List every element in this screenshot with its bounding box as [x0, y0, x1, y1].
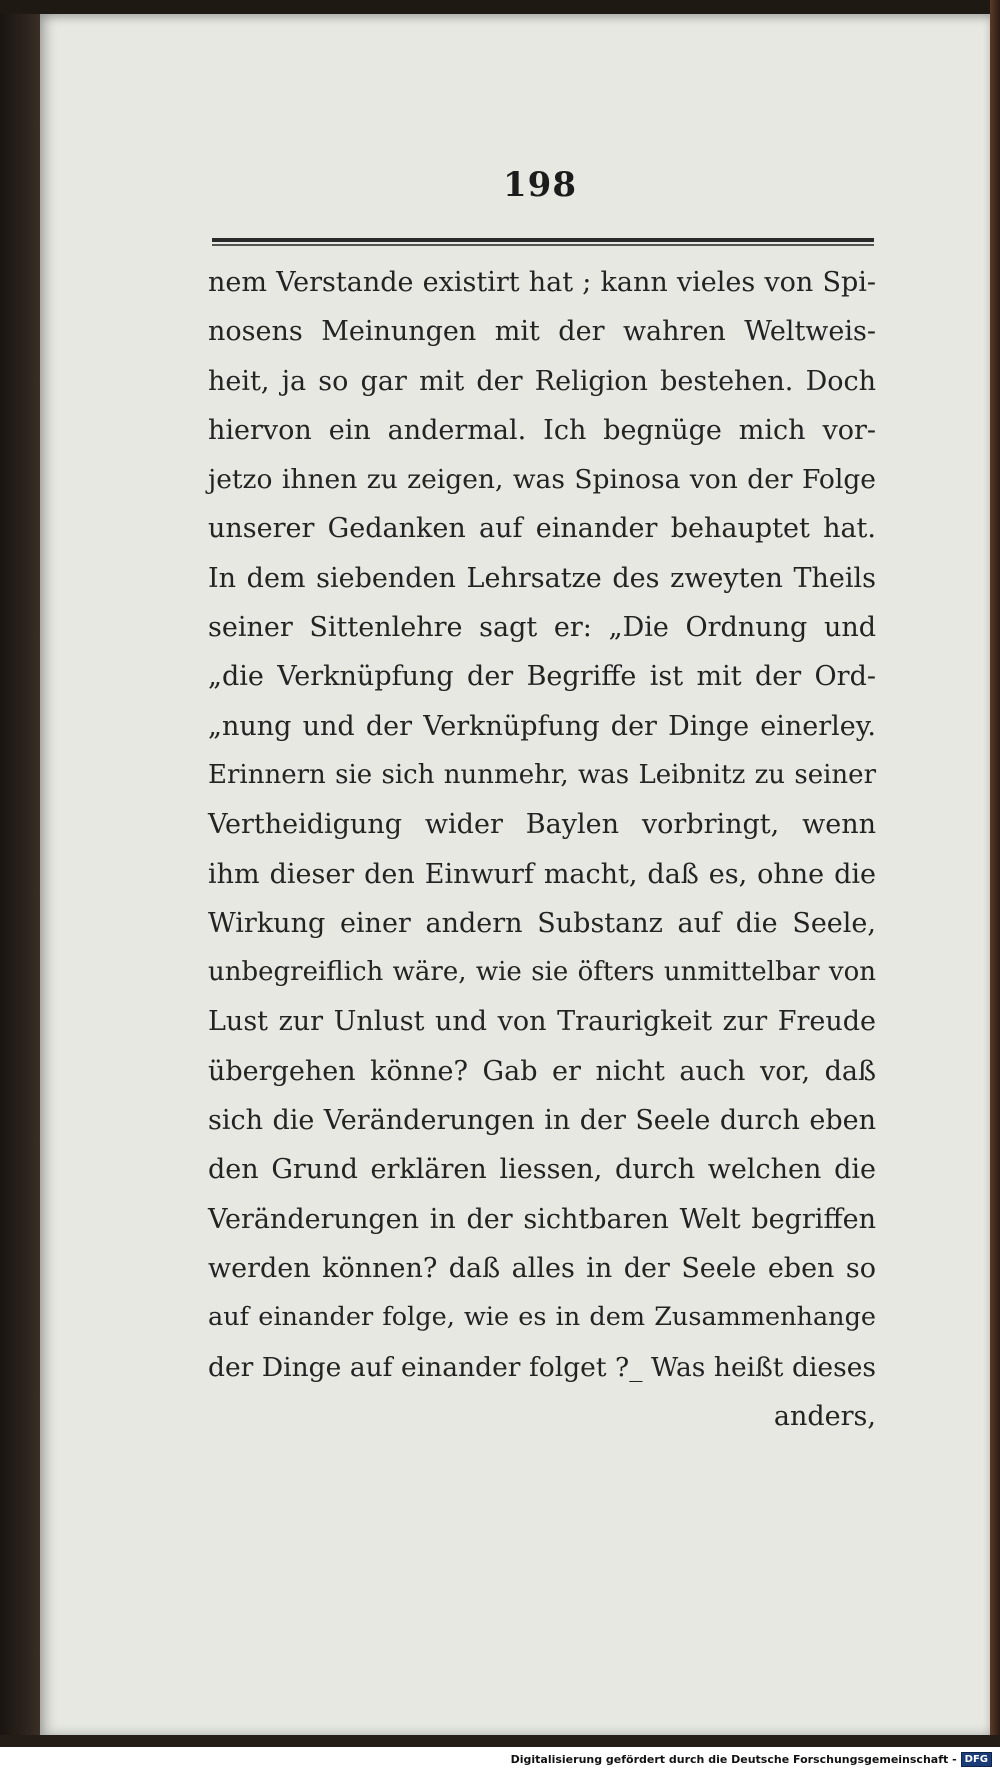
footer-credit-text: Digitalisierung gefördert durch die Deutsche Forschungsgemeinschaft - [510, 1753, 957, 1766]
text-line: sich die Veränderungen in der Seele durch eben [208, 1105, 876, 1137]
text-line: heit, ja so gar mit der Religion bestehen. Doch [208, 365, 876, 397]
text-line: Lust zur Unlust und von Traurigkeit zur Freude [208, 1006, 876, 1038]
text-line: nosens Meinungen mit der wahren Weltweis- [208, 316, 876, 348]
text-line: nem Verstande existirt hat ; kann vieles von Spi- [208, 267, 876, 298]
text-line: übergehen könne? Gab er nicht auch vor, daß [208, 1055, 876, 1087]
right-edge [990, 0, 1000, 1745]
bottom-edge [0, 1735, 1000, 1747]
catchword: anders, [773, 1400, 876, 1432]
dfg-logo-icon: DFG [961, 1752, 992, 1767]
page-number: 198 [503, 165, 577, 205]
text-line: unserer Gedanken auf einander behauptet hat. [208, 513, 876, 545]
text-line: „die Verknüpfung der Begriffe ist mit der Ord- [208, 661, 876, 693]
text-line: unbegreiflich wäre, wie sie öfters unmittelbar von [208, 957, 876, 988]
body-text [208, 258, 876, 1441]
text-line: Vertheidigung wider Baylen vorbringt, wenn [208, 809, 876, 841]
text-line: In dem siebenden Lehrsatze des zweyten Theils [208, 562, 876, 594]
text-line: der Dinge auf einander folget ?_ Was heißt dieses [208, 1351, 876, 1383]
book-spine-edge [0, 0, 40, 1745]
header-rule [212, 238, 874, 242]
text-line: Veränderungen in der sichtbaren Welt begriffen [208, 1203, 876, 1235]
digitization-footer [511, 1752, 992, 1767]
text-line: werden können? daß alles in der Seele eben so [208, 1252, 876, 1284]
text-line: Erinnern sie sich nunmehr, was Leibnitz zu seiner [208, 759, 876, 790]
text-line: den Grund erklären liessen, durch welchen die [208, 1154, 876, 1186]
text-line: jetzo ihnen zu zeigen, was Spinosa von der Folge [208, 464, 876, 496]
text-line: „nung und der Verknüpfung der Dinge einerley. [208, 710, 876, 742]
top-edge [0, 0, 1000, 14]
text-line: seiner Sittenlehre sagt er: „Die Ordnung und [208, 612, 876, 644]
text-line: ihm dieser den Einwurf macht, daß es, ohne die [208, 858, 876, 890]
text-line: auf einander folge, wie es in dem Zusammenhange [208, 1302, 876, 1333]
text-line: hiervon ein andermal. Ich begnüge mich vor- [208, 414, 876, 446]
text-line: Wirkung einer andern Substanz auf die Seele, [208, 907, 876, 939]
